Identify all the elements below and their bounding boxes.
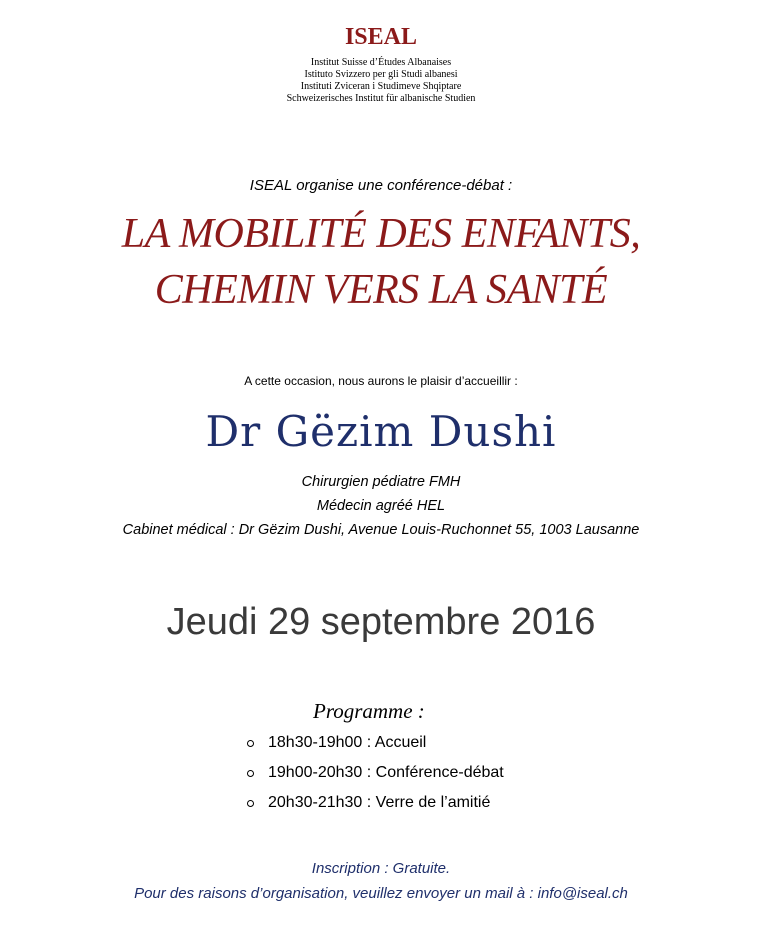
circle-bullet-icon bbox=[247, 770, 254, 777]
programme-item-label: 19h00-20h30 : Conférence-débat bbox=[268, 764, 504, 781]
contact-text: Pour des raisons d’organisation, veuillez envoyer un mail à : info@iseal.ch bbox=[134, 885, 628, 902]
footer-notice bbox=[0, 856, 762, 906]
list-item bbox=[247, 728, 504, 758]
institute-name-de: Schweizerisches Institut für albanische Studien bbox=[286, 93, 476, 104]
speaker-name: Dr Gëzim Dushi bbox=[205, 407, 557, 456]
event-intro: ISEAL organise une conférence-débat : bbox=[249, 177, 513, 194]
credential-line: Chirurgien pédiatre FMH bbox=[301, 474, 461, 490]
inscription-text: Inscription : Gratuite. bbox=[311, 860, 451, 877]
speaker-credentials bbox=[0, 470, 762, 542]
institute-names bbox=[0, 57, 762, 105]
programme-list bbox=[247, 728, 504, 818]
credential-line: Cabinet médical : Dr Gëzim Dushi, Avenue Louis-Ruchonnet 55, 1003 Lausanne bbox=[122, 522, 640, 538]
event-title-line: CHEMIN VERS LA SANTÉ bbox=[154, 267, 608, 313]
circle-bullet-icon bbox=[247, 800, 254, 807]
programme-item-label: 20h30-21h30 : Verre de l’amitié bbox=[268, 794, 491, 811]
circle-bullet-icon bbox=[247, 740, 254, 747]
event-title-line: LA MOBILITÉ DES ENFANTS, bbox=[121, 211, 641, 257]
list-item bbox=[247, 758, 504, 788]
credential-line: Médecin agréé HEL bbox=[316, 498, 446, 514]
institute-name-it: Istituto Svizzero per gli Studi albanesi bbox=[304, 69, 458, 80]
programme-heading: Programme : bbox=[313, 699, 425, 723]
brand-title: ISEAL bbox=[344, 24, 418, 50]
occasion-text: A cette occasion, nous aurons le plaisir d’accueillir : bbox=[244, 374, 518, 388]
institute-name-sq: Instituti Zviceran i Studimeve Shqiptare bbox=[300, 81, 462, 92]
event-date: Jeudi 29 septembre 2016 bbox=[166, 601, 596, 643]
programme-item-label: 18h30-19h00 : Accueil bbox=[268, 734, 427, 751]
event-title bbox=[0, 206, 762, 318]
list-item bbox=[247, 788, 504, 818]
institute-name-fr: Institut Suisse d’Études Albanaises bbox=[310, 57, 452, 68]
